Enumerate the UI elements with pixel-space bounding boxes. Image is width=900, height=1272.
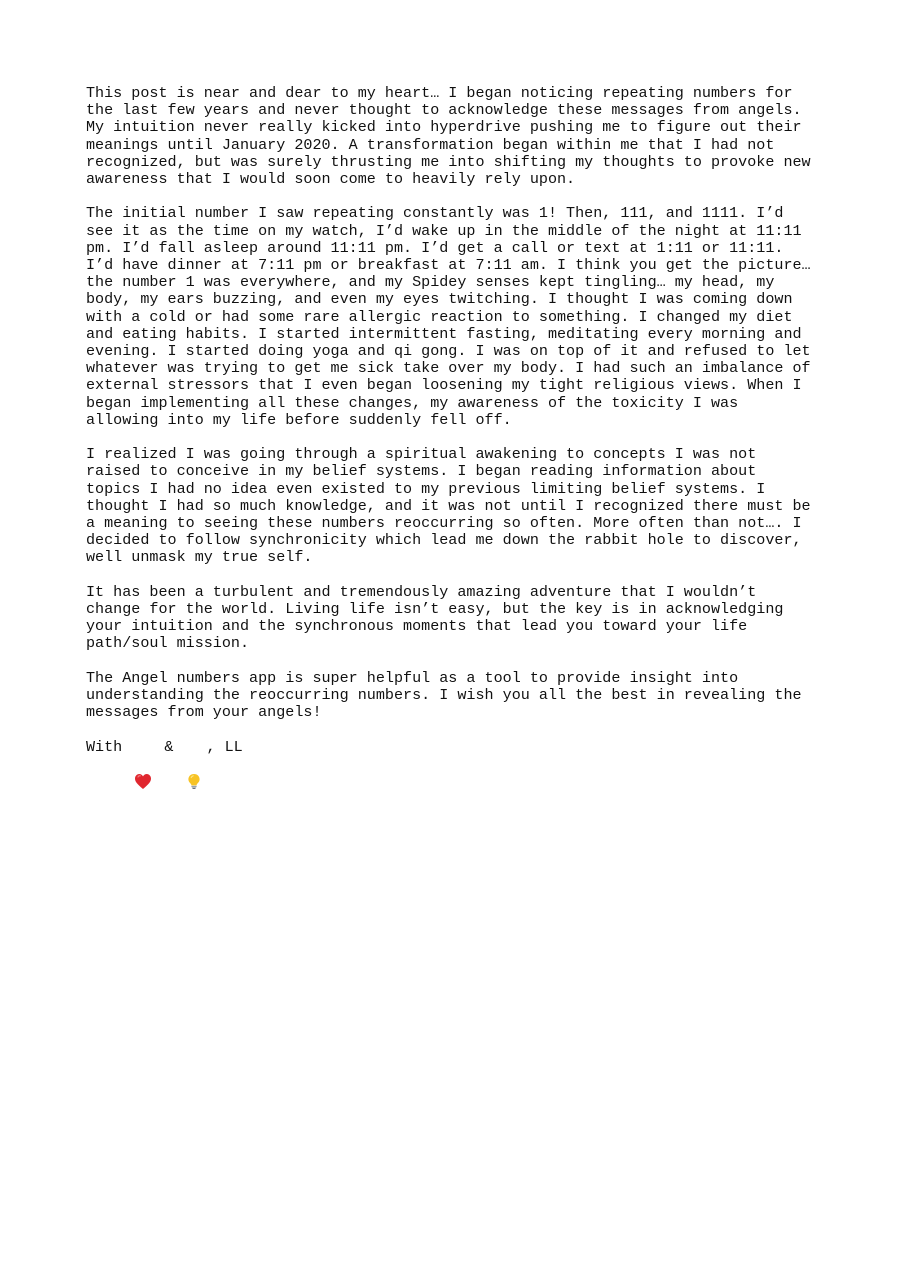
- signoff-suffix: , LL: [206, 737, 243, 756]
- signoff-prefix: With: [86, 737, 132, 756]
- paragraph-intro: This post is near and dear to my heart… I began noticing repeating numbers for the last few years and never thought to acknowledge these messages from angels. My intuition never really kicked into hyperdrive pushing me to figure out their meanings until January 2020. A transformation began within me that I had not recognized, but was surely thrusting me into shifting my thoughts to provoke new awareness that I would soon come to heavily rely upon.: [86, 84, 811, 189]
- paragraph-adventure: It has been a turbulent and tremendously amazing adventure that I wouldn’t change for the world. Living life isn’t easy, but the key is in acknowledging your intuition and the synchronous moments that lead you toward your life path/soul mission.: [86, 582, 784, 653]
- red-heart-icon: [134, 739, 152, 756]
- light-bulb-icon: [185, 739, 203, 756]
- paragraph-spiritual-awakening: I realized I was going through a spiritual awakening to concepts I was not raised to conceive in my belief systems. I began reading information about topics I had no idea even existed to my previous limiting belief systems. I thought I had so much knowledge, and it was not until I recognized there must be a meaning to seeing these numbers reoccurring so often. More often than not…. I decided to follow synchronicity which lead me down the rabbit hole to discover, well unmask my true self.: [86, 445, 811, 567]
- signoff: [86, 739, 826, 756]
- signoff-middle: &: [155, 737, 183, 756]
- paragraph-repeating-numbers: The initial number I saw repeating constantly was 1! Then, 111, and 1111. I’d see it as the time on my watch, I’d wake up in the middle of the night at 11:11 pm. I’d fall asleep around 11:11 pm. I’d get a call or text at 1:11 or 11:11. I’d have dinner at 7:11 pm or breakfast at 7:11 am. I think you get the picture… the number 1 was everywhere, and my Spidey senses kept tingling… my head, my body, my ears buzzing, and even my eyes twitching. I thought I was coming down with a cold or had some rare allergic reaction to something. I changed my diet and eating habits. I started intermittent fasting, meditating every morning and evening. I started doing yoga and qi gong. I was on top of it and refused to let whatever was trying to get me sick take over my body. I had such an imbalance of external stressors that I even began loosening my tight religious views. When I began implementing all these changes, my awareness of the toxicity I was allowing into my life before suddenly fell off.: [86, 204, 811, 429]
- document-page: [86, 85, 826, 756]
- paragraph-app-recommendation: The Angel numbers app is super helpful as a tool to provide insight into understanding the reoccurring numbers. I wish you all the best in revealing the messages from your angels!: [86, 668, 802, 722]
